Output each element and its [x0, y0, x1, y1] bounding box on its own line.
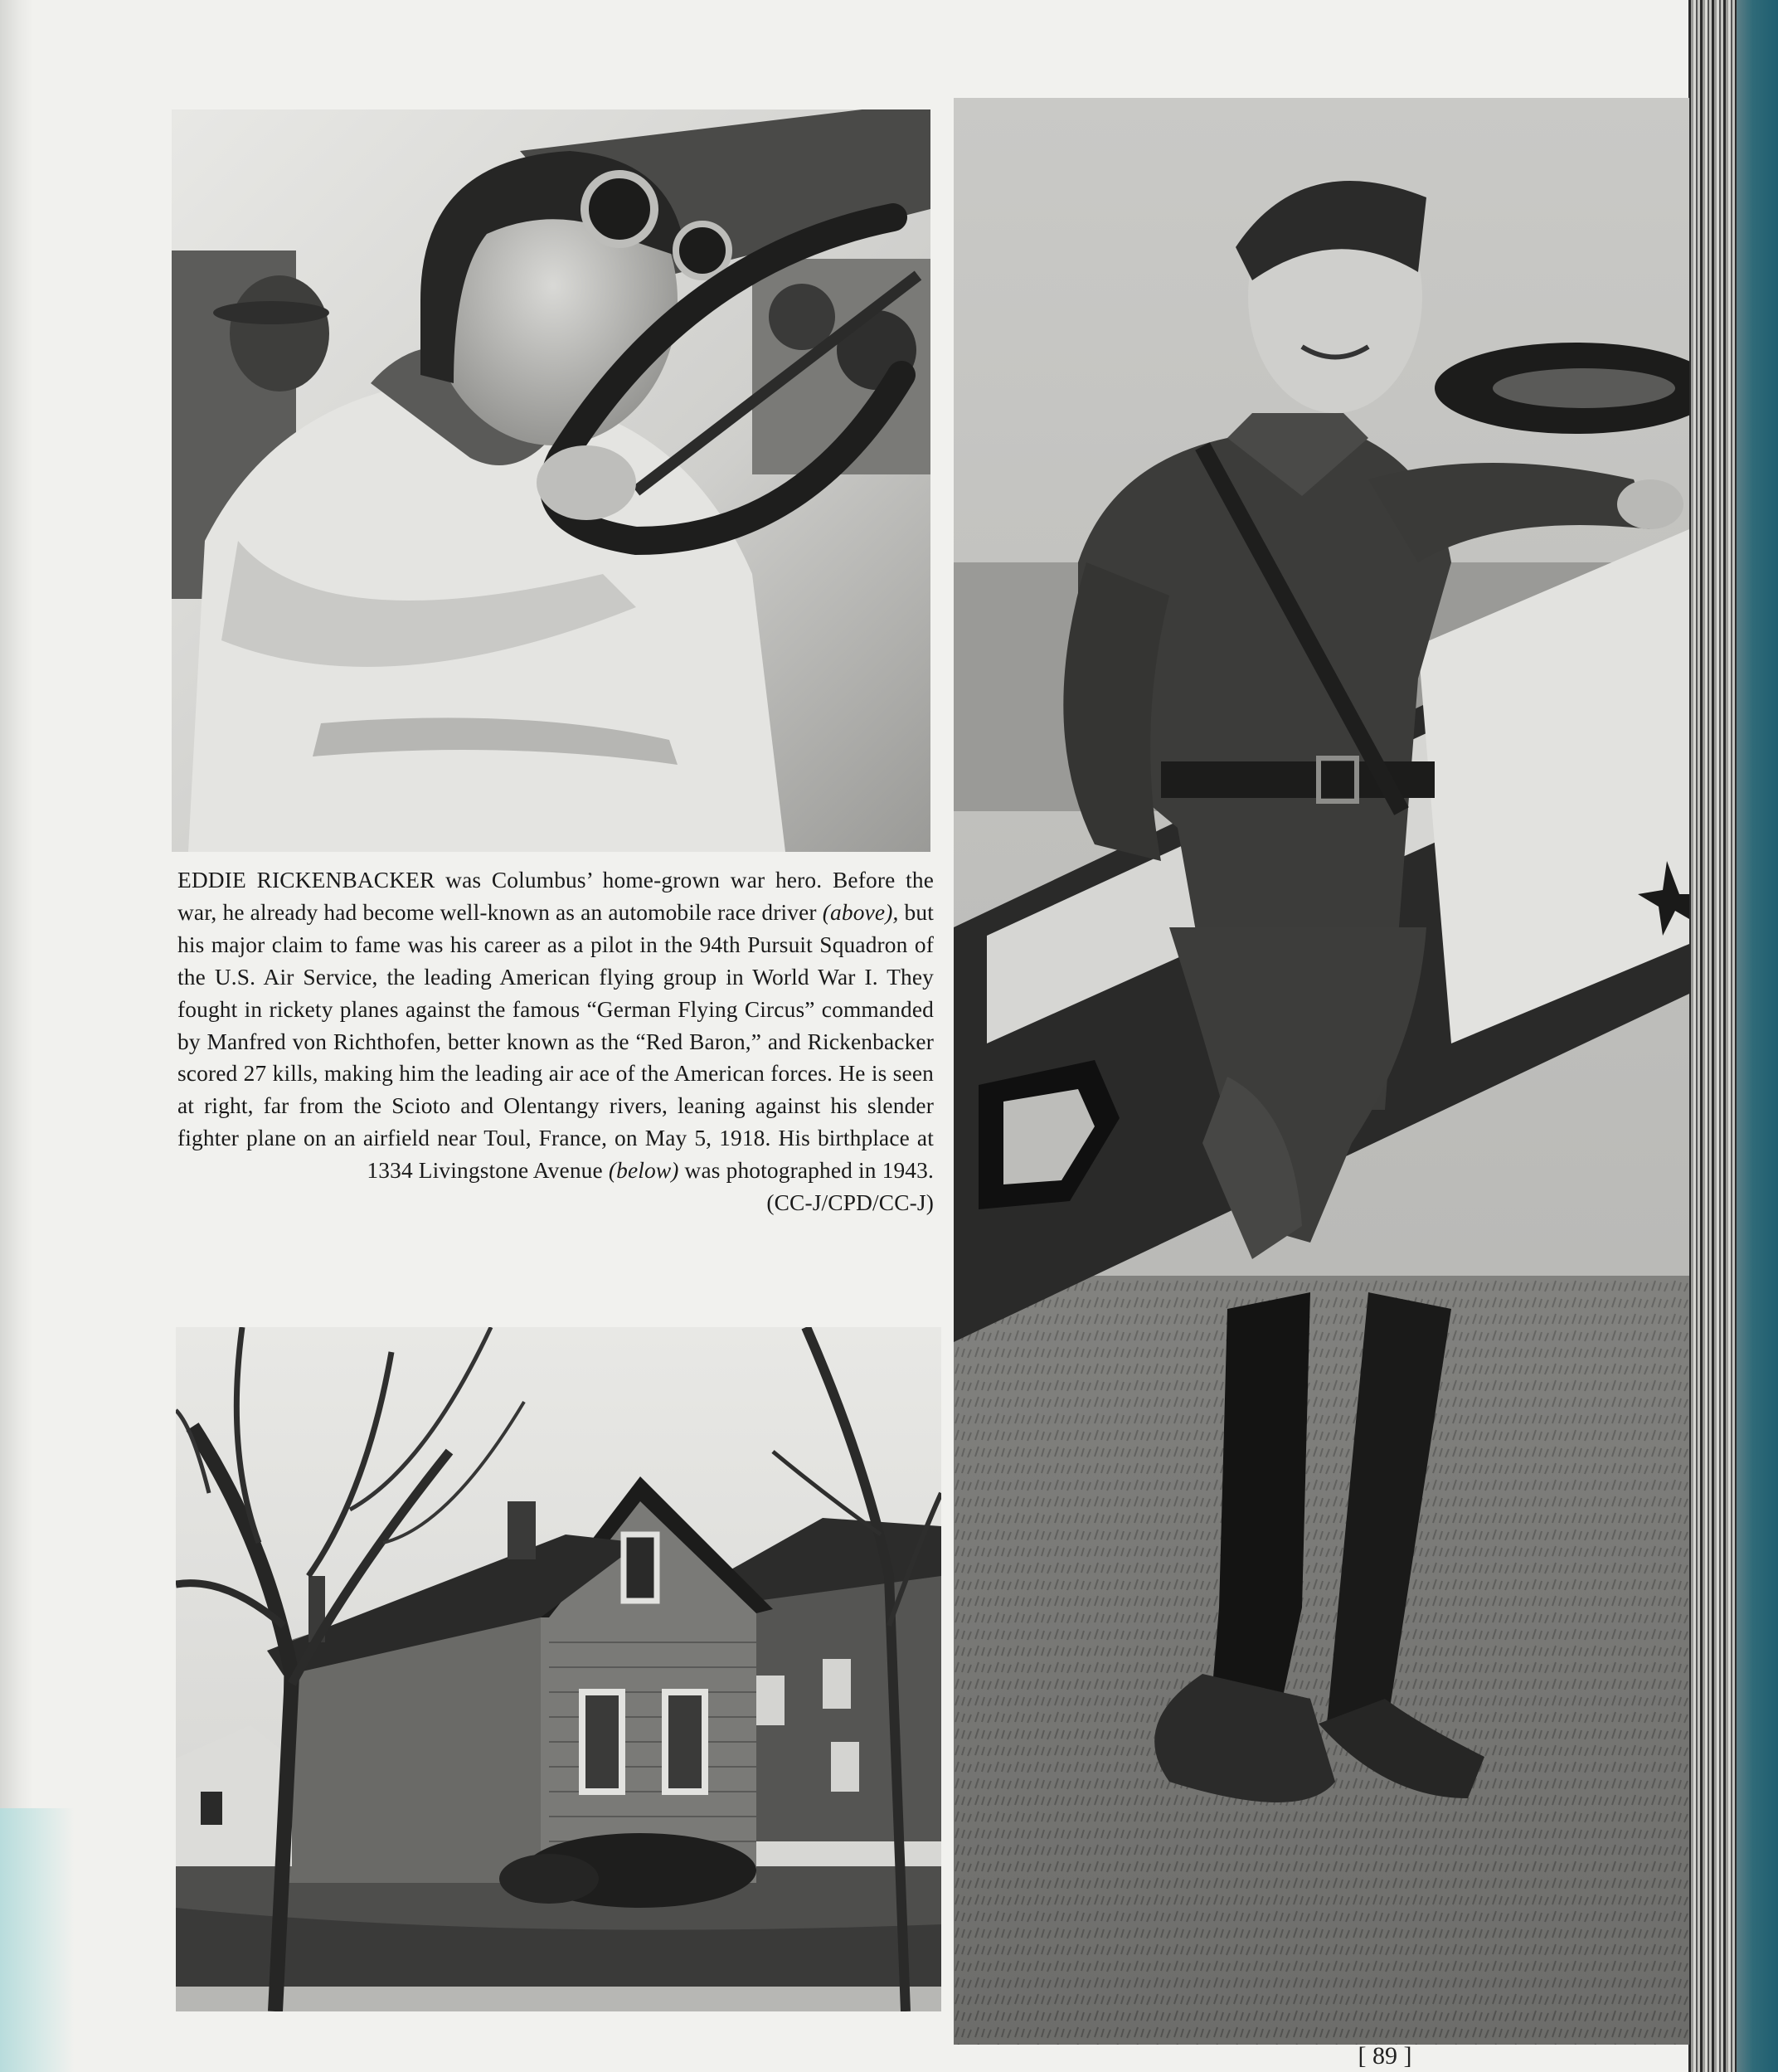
photo-pilot-with-plane — [954, 98, 1689, 2045]
caption-text-3: was photographed in 1943. — [678, 1158, 934, 1184]
page-gutter-shadow — [0, 0, 33, 2072]
photo-credit: (CC-J/CPD/CC-J) — [766, 1190, 934, 1216]
caption-text-2: but his major claim to fame was his career as a pilot in the 94th Pursuit Squadron of the U.S. Air Service, the leading American flying group in World War I. They fought in rickety planes against the famous “German Flying Circus” commanded by Manfred von Richthofen, better known as the “Red Baron,” and Rickenbacker scored 27 kills, making him the leading air ace of the American forces. He is seen at right, far from the Scioto and Olentangy rivers, leaning against his slender fighter plane on an airfield near Toul, France, on May 5, 1918. His birthplace at 1334 Livingstone Avenue — [177, 899, 934, 1184]
photo-caption — [177, 864, 934, 1219]
photo-race-driver — [172, 109, 930, 852]
caption-above: (above), — [822, 899, 899, 925]
caption-below: (below) — [608, 1158, 679, 1184]
page-edge-tint — [0, 1808, 75, 2072]
book-page-edges — [1688, 0, 1737, 2072]
page-number: [ 89 ] — [1358, 2042, 1412, 2070]
book-cover-edge — [1737, 0, 1778, 2072]
caption-lead: EDDIE RICKENBACKER — [177, 868, 435, 893]
caption-text-1: was Columbus’ home-grown war hero. Before the war, he already had become well-known as an automobile race driver — [177, 868, 935, 925]
photo-birthplace-house — [176, 1327, 941, 2011]
